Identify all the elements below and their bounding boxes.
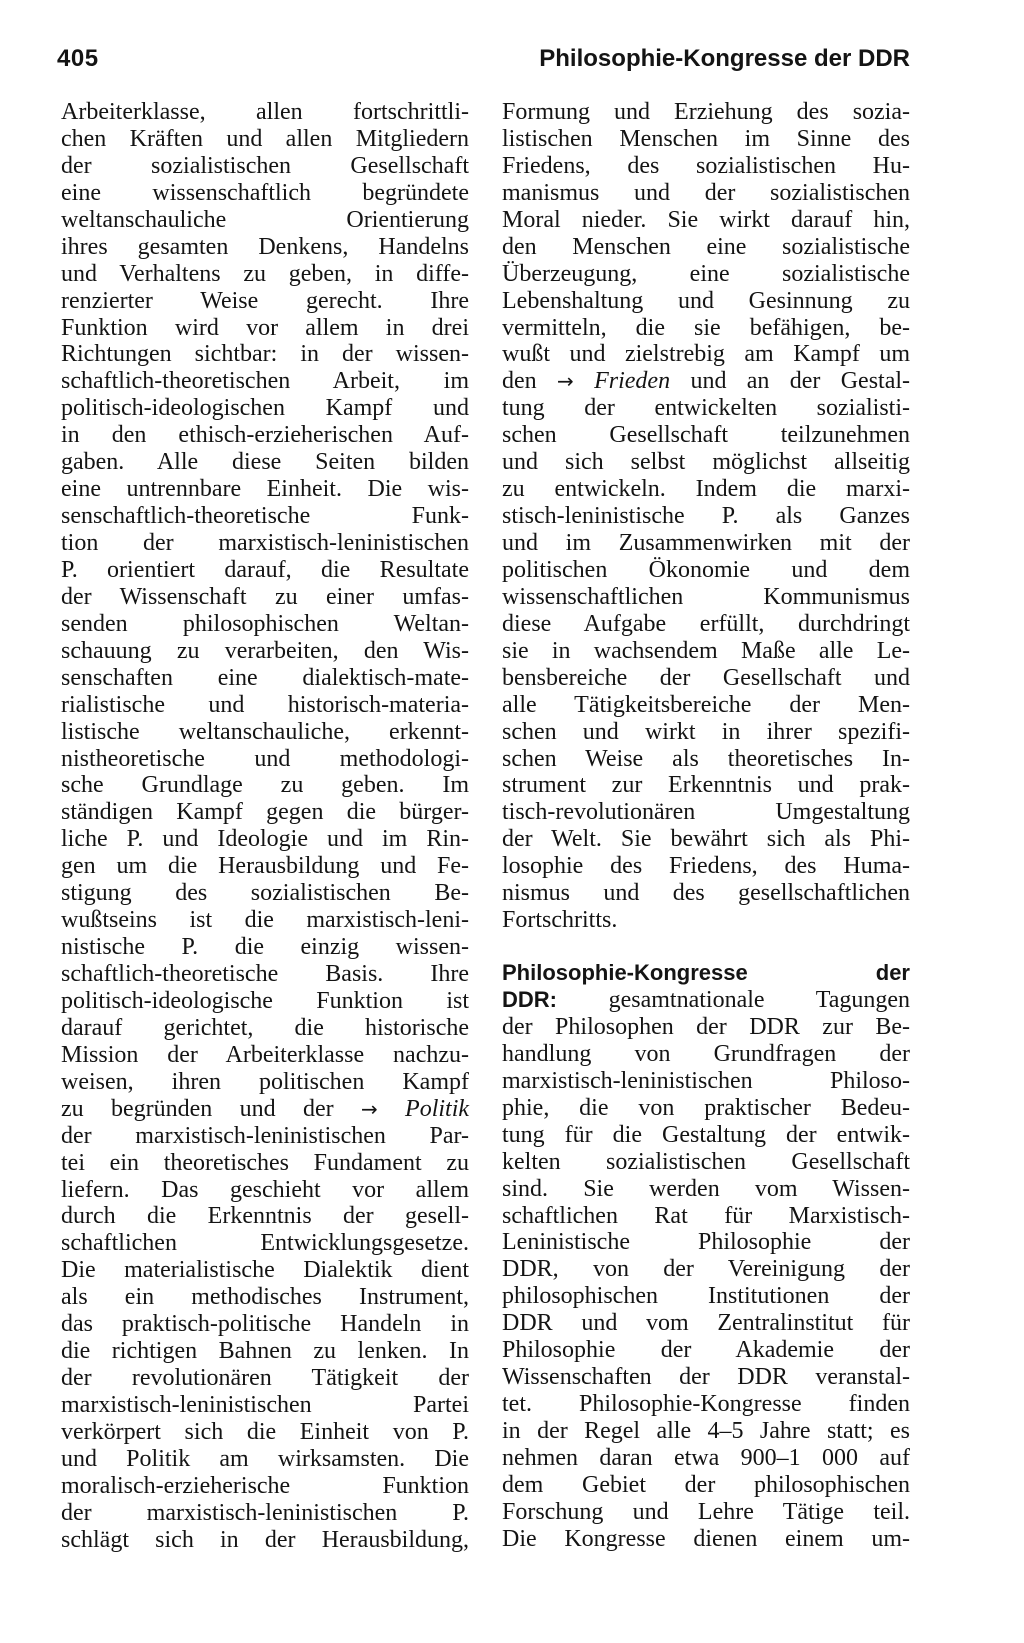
text-line: der Wissenschaft zu einer umfas- (61, 583, 469, 610)
text-line: renzierter Weise gerecht. Ihre (61, 287, 469, 314)
text-line: der marxistisch-leninistischen P. (61, 1499, 469, 1526)
text-line: schaftlich-theoretische Basis. Ihre (61, 961, 469, 987)
text-line: tei ein theoretisches Fundament zu (61, 1149, 469, 1176)
text-line: und sich selbst möglichst allseitig (502, 449, 910, 476)
text-line: stisch-leninistische P. als Ganzes (502, 503, 910, 530)
text-line: vermitteln, die sie befähigen, be- (502, 314, 910, 341)
cross-reference-arrow-icon: → (557, 369, 574, 394)
text-line: schauung zu verarbeiten, den Wis- (61, 637, 469, 664)
text-line: liche P. und Ideologie und im Rin- (61, 826, 469, 853)
cross-reference-arrow-icon: → (360, 1096, 378, 1121)
entry-first-line-text: gesamtnationale Tagungen (608, 987, 911, 1013)
ref-line-text: zu begründen und der (61, 1095, 334, 1122)
entry-headword-line (502, 960, 910, 987)
text-line: durch die Erkenntnis der gesell- (61, 1203, 469, 1230)
text-line: der Philosophen der DDR zur Be- (502, 1013, 910, 1040)
text-line: manismus und der sozialistischen (502, 179, 910, 206)
text-line: in der Regel alle 4–5 Jahre statt; es (502, 1418, 910, 1444)
text-line: listische weltanschauliche, erkennt- (61, 718, 469, 745)
text-line: das praktisch-politische Handeln in (61, 1311, 469, 1338)
text-line: rialistische und historisch-materia- (61, 691, 469, 718)
text-line: nistheoretische und methodologi- (61, 745, 469, 772)
text-line: marxistisch-leninistischen Partei (61, 1392, 469, 1418)
text-line: und im Zusammenwirken mit der (502, 530, 910, 556)
entry-gap (502, 934, 910, 960)
text-line: senden philosophischen Weltan- (61, 610, 469, 637)
text-line: wußtseins ist die marxistisch-leni- (61, 907, 469, 934)
text-line: Richtungen sichtbar: in der wissen- (61, 341, 469, 368)
text-line: als ein methodisches Instrument, (61, 1284, 469, 1311)
text-line: nistische P. die einzig wissen- (61, 934, 469, 961)
ref-den-text: den (502, 368, 537, 395)
text-line: schen Gesellschaft teilzunehmen (502, 422, 910, 449)
text-line: wissenschaftlichen Kommunismus (502, 583, 910, 610)
text-line: kelten sozialistischen Gesellschaft (502, 1148, 910, 1175)
entry-headword-cont: DDR: (502, 987, 557, 1012)
text-line: Fortschritts. (502, 907, 618, 934)
left-column-lines-after (61, 1123, 469, 1554)
text-line: Friedens, des sozialistischen Hu- (502, 152, 910, 179)
text-line: phie, die von praktischer Bedeu- (502, 1094, 910, 1121)
entry-first-line (502, 987, 910, 1014)
text-line: senschaftlich-theoretische Funk- (61, 503, 469, 530)
text-line: eine wissenschaftlich begründete (61, 179, 469, 206)
text-line: bensbereiche der Gesellschaft und (502, 664, 910, 691)
text-line: losophie des Friedens, des Huma- (502, 853, 910, 880)
text-line: verkörpert sich die Einheit von P. (61, 1418, 469, 1445)
text-line: Moral nieder. Sie wirkt darauf hin, (502, 206, 910, 233)
text-line: P. orientiert darauf, die Resultate (61, 556, 469, 583)
text-line: DDR, von der Vereinigung der (502, 1256, 910, 1283)
text-line: handlung von Grundfragen der (502, 1040, 910, 1067)
text-line: philosophischen Institutionen der (502, 1283, 910, 1310)
text-line: strument zur Erkenntnis und prak- (502, 772, 910, 799)
text-line: listischen Menschen im Sinne des (502, 125, 910, 152)
text-line: liefern. Das geschieht vor allem (61, 1176, 469, 1203)
text-line: sind. Sie werden vom Wissen- (502, 1175, 910, 1202)
text-line: Die materialistische Dialektik dient (61, 1257, 469, 1284)
text-line: schen Weise als theoretisches In- (502, 745, 910, 772)
text-line: tisch-revolutionären Umgestaltung (502, 799, 910, 826)
text-line: Arbeiterklasse, allen fortschrittli- (61, 99, 469, 125)
entry-body-lines (502, 1014, 910, 1553)
text-line: darauf gerichtet, die historische (61, 1014, 469, 1041)
text-line: schlägt sich in der Herausbildung, (61, 1526, 469, 1553)
text-line: Die Kongresse dienen einem um- (502, 1525, 910, 1552)
text-line: stigung des sozialistischen Be- (61, 880, 469, 907)
text-line: gaben. Alle diese Seiten bilden (61, 449, 469, 476)
text-line: ständigen Kampf gegen die bürger- (61, 799, 469, 826)
text-line: wußt und zielstrebig am Kampf um (502, 341, 910, 368)
text-line: in den ethisch-erzieherischen Auf- (61, 422, 469, 449)
text-line: Forschung und Lehre Tätige teil. (502, 1498, 910, 1525)
text-line: schen und wirkt in ihrer spezifi- (502, 718, 910, 745)
left-ref-line (61, 1096, 469, 1123)
text-line: Wissenschaften der DDR veranstal- (502, 1364, 910, 1391)
text-line: schaftlichen Entwicklungsgesetze. (61, 1230, 469, 1257)
ref-after-text: und an der Gestal- (690, 368, 911, 395)
left-column (61, 99, 469, 1554)
entry-headword: Philosophie-Kongresse der (502, 960, 910, 986)
text-line: tion der marxistisch-leninistischen (61, 530, 469, 556)
text-line: Funktion wird vor allem in drei (61, 314, 469, 341)
right-column-lines-after (502, 395, 910, 934)
text-line: der marxistisch-leninistischen Par- (61, 1122, 469, 1149)
page-number: 405 (57, 45, 99, 72)
text-line: nehmen daran etwa 900–1 000 auf (502, 1444, 910, 1471)
text-line: der revolutionären Tätigkeit der (61, 1365, 469, 1392)
text-line: gen um die Herausbildung und Fe- (61, 853, 469, 880)
text-line: Formung und Erziehung des sozia- (502, 99, 910, 125)
text-line: sche Grundlage zu geben. Im (61, 772, 469, 799)
cross-reference-politik: Politik (405, 1095, 470, 1122)
text-line: DDR und vom Zentralinstitut für (502, 1310, 910, 1337)
text-line: und Verhaltens zu geben, in diffe- (61, 260, 469, 287)
running-head: Philosophie-Kongresse der DDR (539, 45, 910, 72)
text-line: der sozialistischen Gesellschaft (61, 152, 469, 179)
right-column (502, 99, 910, 1553)
text-line: zu entwickeln. Indem die marxi- (502, 476, 910, 503)
text-line: und Politik am wirksamsten. Die (61, 1445, 469, 1472)
right-ref-line (502, 368, 910, 395)
text-line: politischen Ökonomie und dem (502, 556, 910, 583)
text-line: den Menschen eine sozialistische (502, 233, 910, 260)
text-line: dem Gebiet der philosophischen (502, 1471, 910, 1498)
text-line: tung für die Gestaltung der entwik- (502, 1121, 910, 1148)
text-line: marxistisch-leninistischen Philoso- (502, 1067, 910, 1094)
text-line: tet. Philosophie-Kongresse finden (502, 1391, 910, 1418)
text-line: Lebenshaltung und Gesinnung zu (502, 287, 910, 314)
text-line: moralisch-erzieherische Funktion (61, 1472, 469, 1499)
text-line: der Welt. Sie bewährt sich als Phi- (502, 826, 910, 853)
text-line: Philosophie der Akademie der (502, 1337, 910, 1364)
text-line: senschaften eine dialektisch-mate- (61, 664, 469, 691)
text-line: sie in wachsendem Maße alle Le- (502, 637, 910, 664)
text-line: schaftlich-theoretischen Arbeit, im (61, 368, 469, 395)
text-line: alle Tätigkeitsbereiche der Men- (502, 691, 910, 718)
cross-reference-frieden: Frieden (594, 368, 671, 395)
right-column-lines-before (502, 99, 910, 368)
text-line: eine untrennbare Einheit. Die wis- (61, 476, 469, 503)
text-line: diese Aufgabe erfüllt, durchdringt (502, 610, 910, 637)
left-column-lines-before (61, 99, 469, 1096)
text-line: ihres gesamten Denkens, Handelns (61, 233, 469, 260)
text-line: nismus und des gesellschaftlichen (502, 880, 910, 907)
text-line: weisen, ihren politischen Kampf (61, 1068, 469, 1095)
text-line: Überzeugung, eine sozialistische (502, 260, 910, 287)
text-line: schaftlichen Rat für Marxistisch- (502, 1202, 910, 1229)
text-line: Mission der Arbeiterklasse nachzu- (61, 1041, 469, 1068)
text-line: weltanschauliche Orientierung (61, 206, 469, 233)
text-line: politisch-ideologischen Kampf und (61, 395, 469, 422)
text-line: Leninistische Philosophie der (502, 1229, 910, 1256)
text-line: tung der entwickelten sozialisti- (502, 395, 910, 422)
text-line: politisch-ideologische Funktion ist (61, 987, 469, 1014)
text-line: die richtigen Bahnen zu lenken. In (61, 1338, 469, 1365)
text-line: chen Kräften und allen Mitgliedern (61, 125, 469, 152)
